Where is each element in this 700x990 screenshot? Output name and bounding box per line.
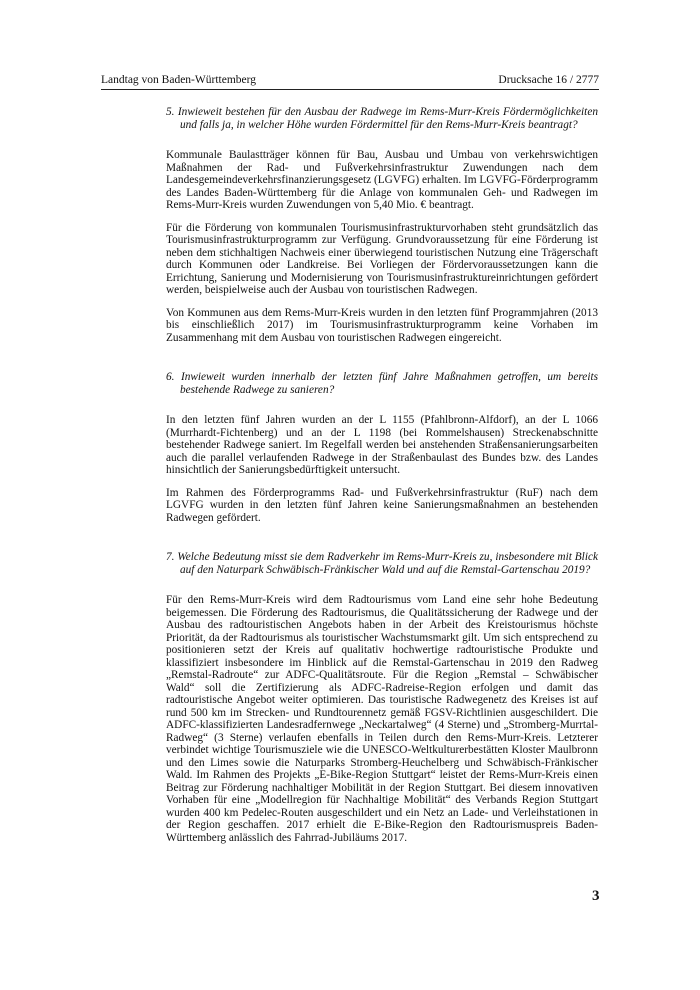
- page-number: 3: [592, 888, 600, 904]
- section-question-7: [166, 551, 598, 844]
- running-header: [101, 72, 599, 88]
- answer-paragraph: Von Kommunen aus dem Rems-Murr-Kreis wurden in den letzten fünf Programmjahren (2013 bis einschließlich 2017) im Tourismusinfrastrukturprogramm keine Vorhaben im Zusammenhang mit dem Ausbau von touristischen Radwegen eingereicht.: [166, 306, 598, 344]
- section-question-6: [166, 371, 598, 524]
- answer-paragraph: Kommunale Baulastträger können für Bau, Ausbau und Umbau von verkehrswichtigen Maßnahmen der Rad- und Fußverkehrsinfrastruktur Zuwendungen nach dem Landesgemeindeverkehrsfinanzierungsgesetz (LGVFG) erhalten. Im LGVFG-Förderprogramm des Landes Baden-Württemberg für die Anlage von kommunalen Geh- und Radwegen im Rems-Murr-Kreis wurden Zuwendungen von 5,40 Mio. € beantragt.: [166, 149, 598, 211]
- answer-paragraph: Im Rahmen des Förderprogramms Rad- und Fußverkehrsinfrastruktur (RuF) nach dem LGVFG wurden in den letzten fünf Jahren keine Sanierungsmaßnahmen an bestehenden Radwegen gefördert.: [166, 486, 598, 524]
- section-question-5: [166, 106, 598, 344]
- header-publisher: Landtag von Baden-Württemberg: [101, 74, 256, 86]
- question-text: 6. Inwieweit wurden innerhalb der letzten fünf Jahre Maßnahmen getroffen, um bereits bestehende Radwege zu sanieren?: [166, 371, 598, 396]
- header-document-number: Drucksache 16 / 2777: [498, 74, 599, 86]
- answer-paragraph: In den letzten fünf Jahren wurden an der L 1155 (Pfahlbronn-Alfdorf), an der L 1066 (Murrhardt-Fichtenberg) und an der L 1198 (bei Rommelshausen) Streckenabschnitte bestehender Radwege saniert. Im Regelfall werden bei anstehenden Straßensanierungsarbeiten auch die parallel verlaufenden Radwege in der Straßenbaulast des Bundes bzw. des Landes hinsichtlich der Sanierungsbedürftigkeit untersucht.: [166, 414, 598, 476]
- document-body: [166, 106, 598, 854]
- header-rule: [101, 89, 599, 90]
- question-text: 5. Inwieweit bestehen für den Ausbau der Radwege im Rems-Murr-Kreis Fördermöglichkeiten und falls ja, in welcher Höhe wurden Fördermittel für den Rems-Murr-Kreis beantragt?: [166, 106, 598, 131]
- answer-paragraph: Für die Förderung von kommunalen Tourismusinfrastrukturvorhaben steht grundsätzlich das Tourismusinfrastrukturprogramm zur Verfügung. Grundvoraussetzung für eine Förderung ist neben dem stichhaltigen Nachweis einer überwiegend touristischen Nutzung eine Trägerschaft durch Kommunen oder Landkreise. Bei Vorliegen der Fördervoraussetzungen kann die Errichtung, Sanierung und Modernisierung von Tourismusinfrastruktureinrichtungen gefördert werden, beispielweise auch der Ausbau von touristischen Radwegen.: [166, 221, 598, 296]
- question-text: 7. Welche Bedeutung misst sie dem Radverkehr im Rems-Murr-Kreis zu, insbesondere mit Blick auf den Naturpark Schwäbisch-Fränkischer Wald und auf die Remstal-Gartenschau 2019?: [166, 551, 598, 576]
- answer-paragraph: Für den Rems-Murr-Kreis wird dem Radtourismus vom Land eine sehr hohe Bedeutung beigemessen. Die Förderung des Radtourismus, die Qualitätssicherung der Radwege und der Ausbau des radtouristischen Angebots haben in der Arbeit des Kreistourismus höchste Priorität, da der Radtourismus als touristischer Wachstumsmarkt gilt. Um sich entsprechend zu positionieren setzt der Kreis auf qualitativ hochwertige radtouristische Produkte und klassifiziert insbesondere im Hinblick auf die Remstal-Gartenschau in 2019 den Radweg „Remstal-Radroute“ zur ADFC-Qualitätsroute. Für die Region „Remstal – Schwäbischer Wald“ soll die Zertifizierung als ADFC-Radreise-Region erfolgen und damit das radtouristische Angebot weiter optimieren. Das touristische Radwegenetz des Kreises ist auf rund 500 km im Strecken- und Rundtourennetz gemäß FGSV-Richtlinien ausgeschildert. Die ADFC-klassifizierten Landesradfernwege „Neckartalweg“ (4 Sterne) und „Stromberg-Murrtal-Radweg“ (3 Sterne) verlaufen ebenfalls in Teilen durch den Rems-Murr-Kreis. Letzterer verbindet wichtige Tourismusziele wie die UNESCO-Weltkulturerbestätten Kloster Maulbronn und den Limes sowie die Naturparks Stromberg-Heuchelberg und Schwäbisch-Fränkischer Wald. Im Rahmen des Projekts „E-Bike-Region Stuttgart“ leistet der Rems-Murr-Kreis einen Beitrag zur Förderung nachhaltiger Mobilität in der Region Stuttgart. Bei diesem innovativen Vorhaben für eine „Modellregion für Nachhaltige Mobilität“ des Verbands Region Stuttgart wurden 400 km Pedelec-Routen ausgeschildert und ein Netz an Lade- und Verleihstationen in der Region geschaffen. 2017 erhielt die E-Bike-Region den Radtourismuspreis Baden-Württemberg anlässlich des Fahrrad-Jubiläums 2017.: [166, 594, 598, 844]
